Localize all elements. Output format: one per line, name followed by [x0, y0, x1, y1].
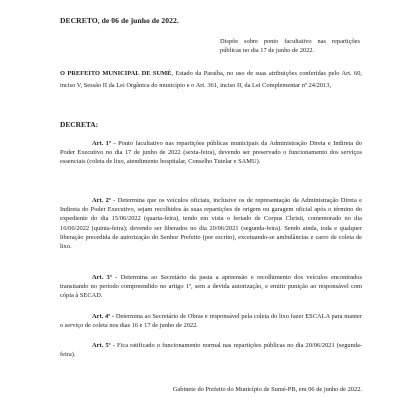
article-label: Art. 1º - [92, 140, 116, 147]
article-2 [60, 196, 362, 251]
article-text: Determina ao Secretário de Obras e responsável pela coleta do lixo fazer ESCALA para manter o serviço de coleta nos dias 16 e 17 de junho de 2022. [60, 313, 363, 330]
article-text: Determina que os veículos oficiais, inclusive os de representação da Administração Direta e Indireta do Poder Executivo, sejam recolhidos às suas repartições de origem ou garagem oficial após o término do expediente do dia 15/06/2022 (quarta-feira), tendo em vista o feriado de Corpus Christi, comemorado no dia 16/06/2022 (quinta-feira); devendo ser liberados no dia 20/06/2021 (segunda-feira). Sendo ainda, toda e qualquer liberação precedida de autorização do Senhor Prefeito (por escrito), excetuando-se ambulâncias e carro de coleta de lixo. [60, 197, 362, 251]
decreta-heading: DECRETA: [60, 120, 99, 129]
decree-preamble [60, 68, 362, 91]
preamble-text: , Estado da Paraíba, no uso de suas atribuições conferidas pelo Art. 60, inciso V, Sessão II da Lei Orgânica do município e o Art. 361, inciso II, da Lei Complementar nº 24/2013, [60, 70, 363, 89]
article-text: Ponto facultativo nas repartições públicas municipais da Administração Direta e Indireta do Poder Executivo no dia 17 de junho de 2022 (sexta-feira), devendo ser preservado o funcionamento dos serviços essenciais (coleta de lixo, atendimento hospitalar, Conselho Tutelar e SAMU). [60, 140, 362, 166]
article-label: Art. 5º - [92, 342, 115, 349]
mayor-title: O PREFEITO MUNICIPAL DE SUMÉ [60, 70, 172, 77]
article-3 [60, 273, 362, 301]
article-text: Fica ratificado o funcionamento normal nas repartições públicas no dia 20/06/2021 (segunda-feira). [60, 342, 362, 359]
decree-summary: Dispõe sobre ponto facultativo nas repartições públicas no dia 17 de junho de 2022. [220, 38, 360, 54]
decree-title: DECRETO, de 06 de junho de 2022. [60, 16, 179, 25]
article-1 [60, 139, 362, 167]
article-label: Art. 4º - [92, 313, 115, 320]
article-label: Art. 3º - [92, 274, 118, 281]
article-5 [60, 341, 362, 359]
article-text: Determina ao Secretário da pasta a apreensão e recolhimento dos veículos encontrados transitando no período compreendido no artigo 1º, sem a devida autorização, e emitir punição ao responsável com cópia à SECAD. [60, 274, 362, 300]
article-label: Art. 2º - [92, 197, 116, 204]
signoff-line: Gabinete do Prefeito do Município de Sumé-PB, em 06 de junho de 2022. [172, 386, 362, 393]
article-4 [60, 312, 362, 330]
